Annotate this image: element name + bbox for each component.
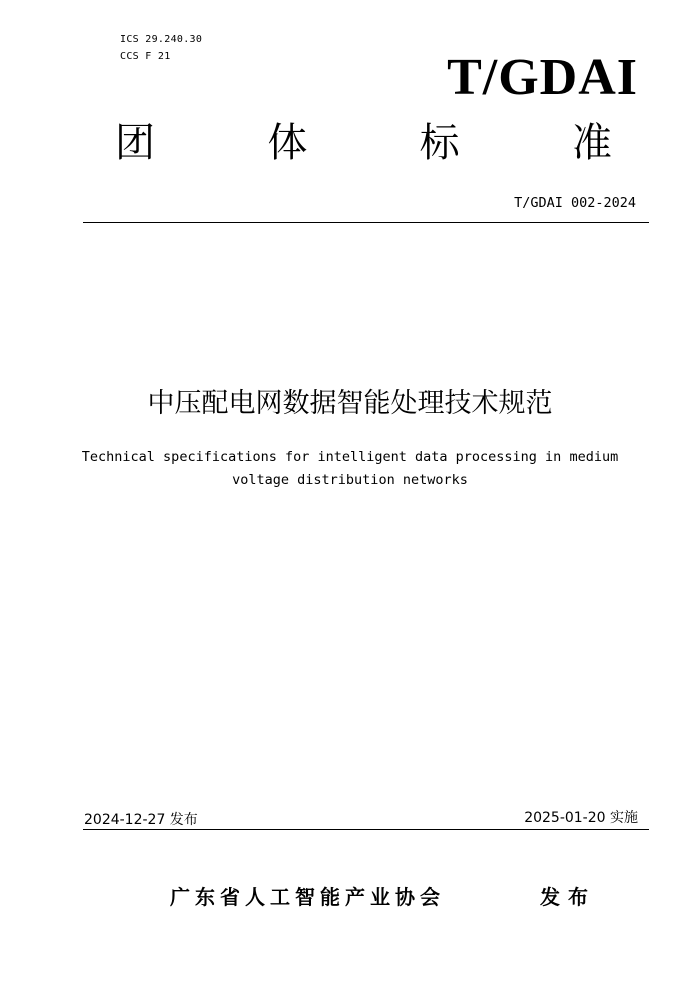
standard-type-char: 准: [571, 120, 612, 166]
standard-type-char: 团: [115, 120, 155, 166]
standard-type-char: 标: [419, 120, 460, 166]
implement-date: 2025-01-20 实施: [524, 810, 638, 826]
english-title: [60, 446, 640, 492]
chinese-title: 中压配电网数据智能处理技术规范: [147, 388, 553, 419]
standard-logo: T/GDAI: [447, 49, 638, 106]
issue-label: 发布: [540, 885, 596, 909]
standard-code: T/GDAI 002-2024: [514, 195, 636, 211]
publish-date: 2024-12-27 发布: [84, 812, 198, 828]
standard-type: [115, 118, 612, 168]
english-title-line: Technical specifications for intelligent data processing in medium: [81, 449, 619, 465]
ccs-code: CCS F 21: [120, 51, 171, 62]
bottom-divider: [83, 829, 649, 830]
english-title-line: voltage distribution networks: [232, 472, 468, 488]
ics-code: ICS 29.240.30: [120, 34, 203, 45]
standard-type-char: 体: [267, 120, 308, 166]
top-divider: [83, 222, 649, 223]
issuing-organization: 广东省人工智能产业协会: [170, 885, 445, 909]
